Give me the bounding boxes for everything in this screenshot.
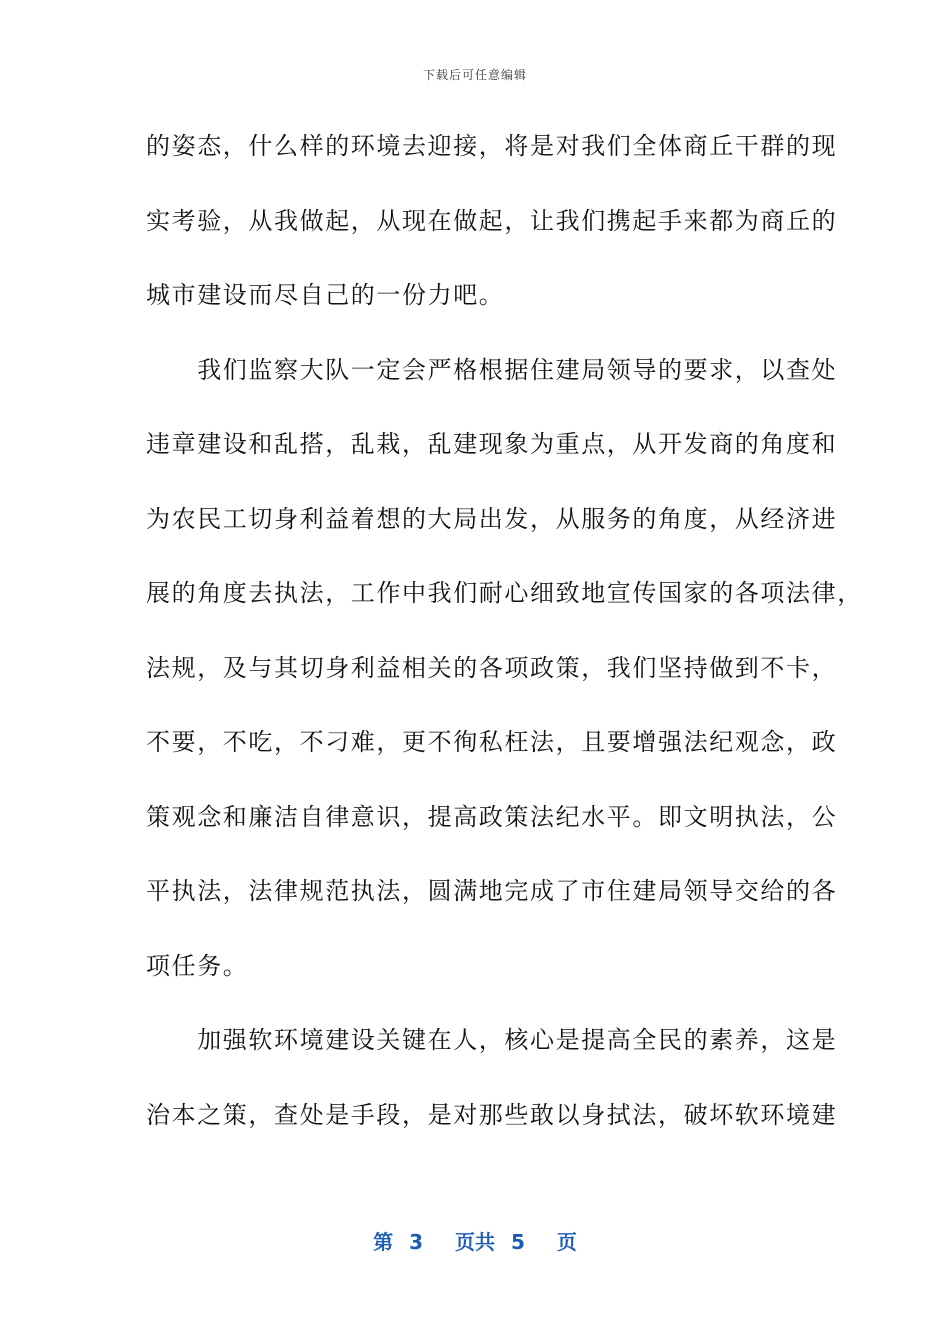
text-line: 城市建设而尽自己的一份力吧。 bbox=[146, 281, 505, 309]
text-line: 为农民工切身利益着想的大局出发，从服务的角度，从经济进 bbox=[146, 504, 838, 533]
page-footer bbox=[0, 1226, 950, 1255]
page-header: 下载后可任意编辑 bbox=[422, 68, 527, 82]
document-body bbox=[146, 120, 863, 1163]
current-page-number: 3 bbox=[409, 1230, 423, 1254]
text-line: 平执法，法律规范执法，圆满地完成了市住建局领导交给的各 bbox=[146, 877, 838, 905]
footer-suffix: 页 bbox=[556, 1230, 577, 1254]
text-line: 的姿态，什么样的环境去迎接，将是对我们全体商丘干群的现 bbox=[146, 132, 838, 160]
text-line: 我们监察大队一定会严格根据住建局领导的要求，以查处 bbox=[146, 355, 838, 384]
text-line: 展的角度去执法，工作中我们耐心细致地宣传国家的各项法律， bbox=[146, 579, 863, 607]
text-line: 法规，及与其切身利益相关的各项政策，我们坚持做到不卡， bbox=[146, 653, 838, 682]
text-line: 加强软环境建设关键在人，核心是提高全民的素养，这是 bbox=[146, 1026, 838, 1054]
text-line: 实考验，从我做起，从现在做起，让我们携起手来都为商丘的 bbox=[146, 206, 838, 235]
text-line: 违章建设和乱搭，乱栽，乱建现象为重点，从开发商的角度和 bbox=[146, 430, 838, 458]
footer-prefix: 第 bbox=[373, 1230, 394, 1254]
text-line: 策观念和廉洁自律意识，提高政策法纪水平。即文明执法，公 bbox=[146, 802, 838, 831]
text-line: 治本之策，查处是手段，是对那些敢以身拭法，破坏软环境建 bbox=[146, 1100, 838, 1129]
text-line: 项任务。 bbox=[146, 951, 249, 980]
total-pages-number: 5 bbox=[511, 1230, 525, 1254]
text-line: 不要，不吃，不刁难，更不徇私枉法，且要增强法纪观念，政 bbox=[146, 728, 838, 756]
footer-middle: 页共 bbox=[455, 1230, 495, 1254]
